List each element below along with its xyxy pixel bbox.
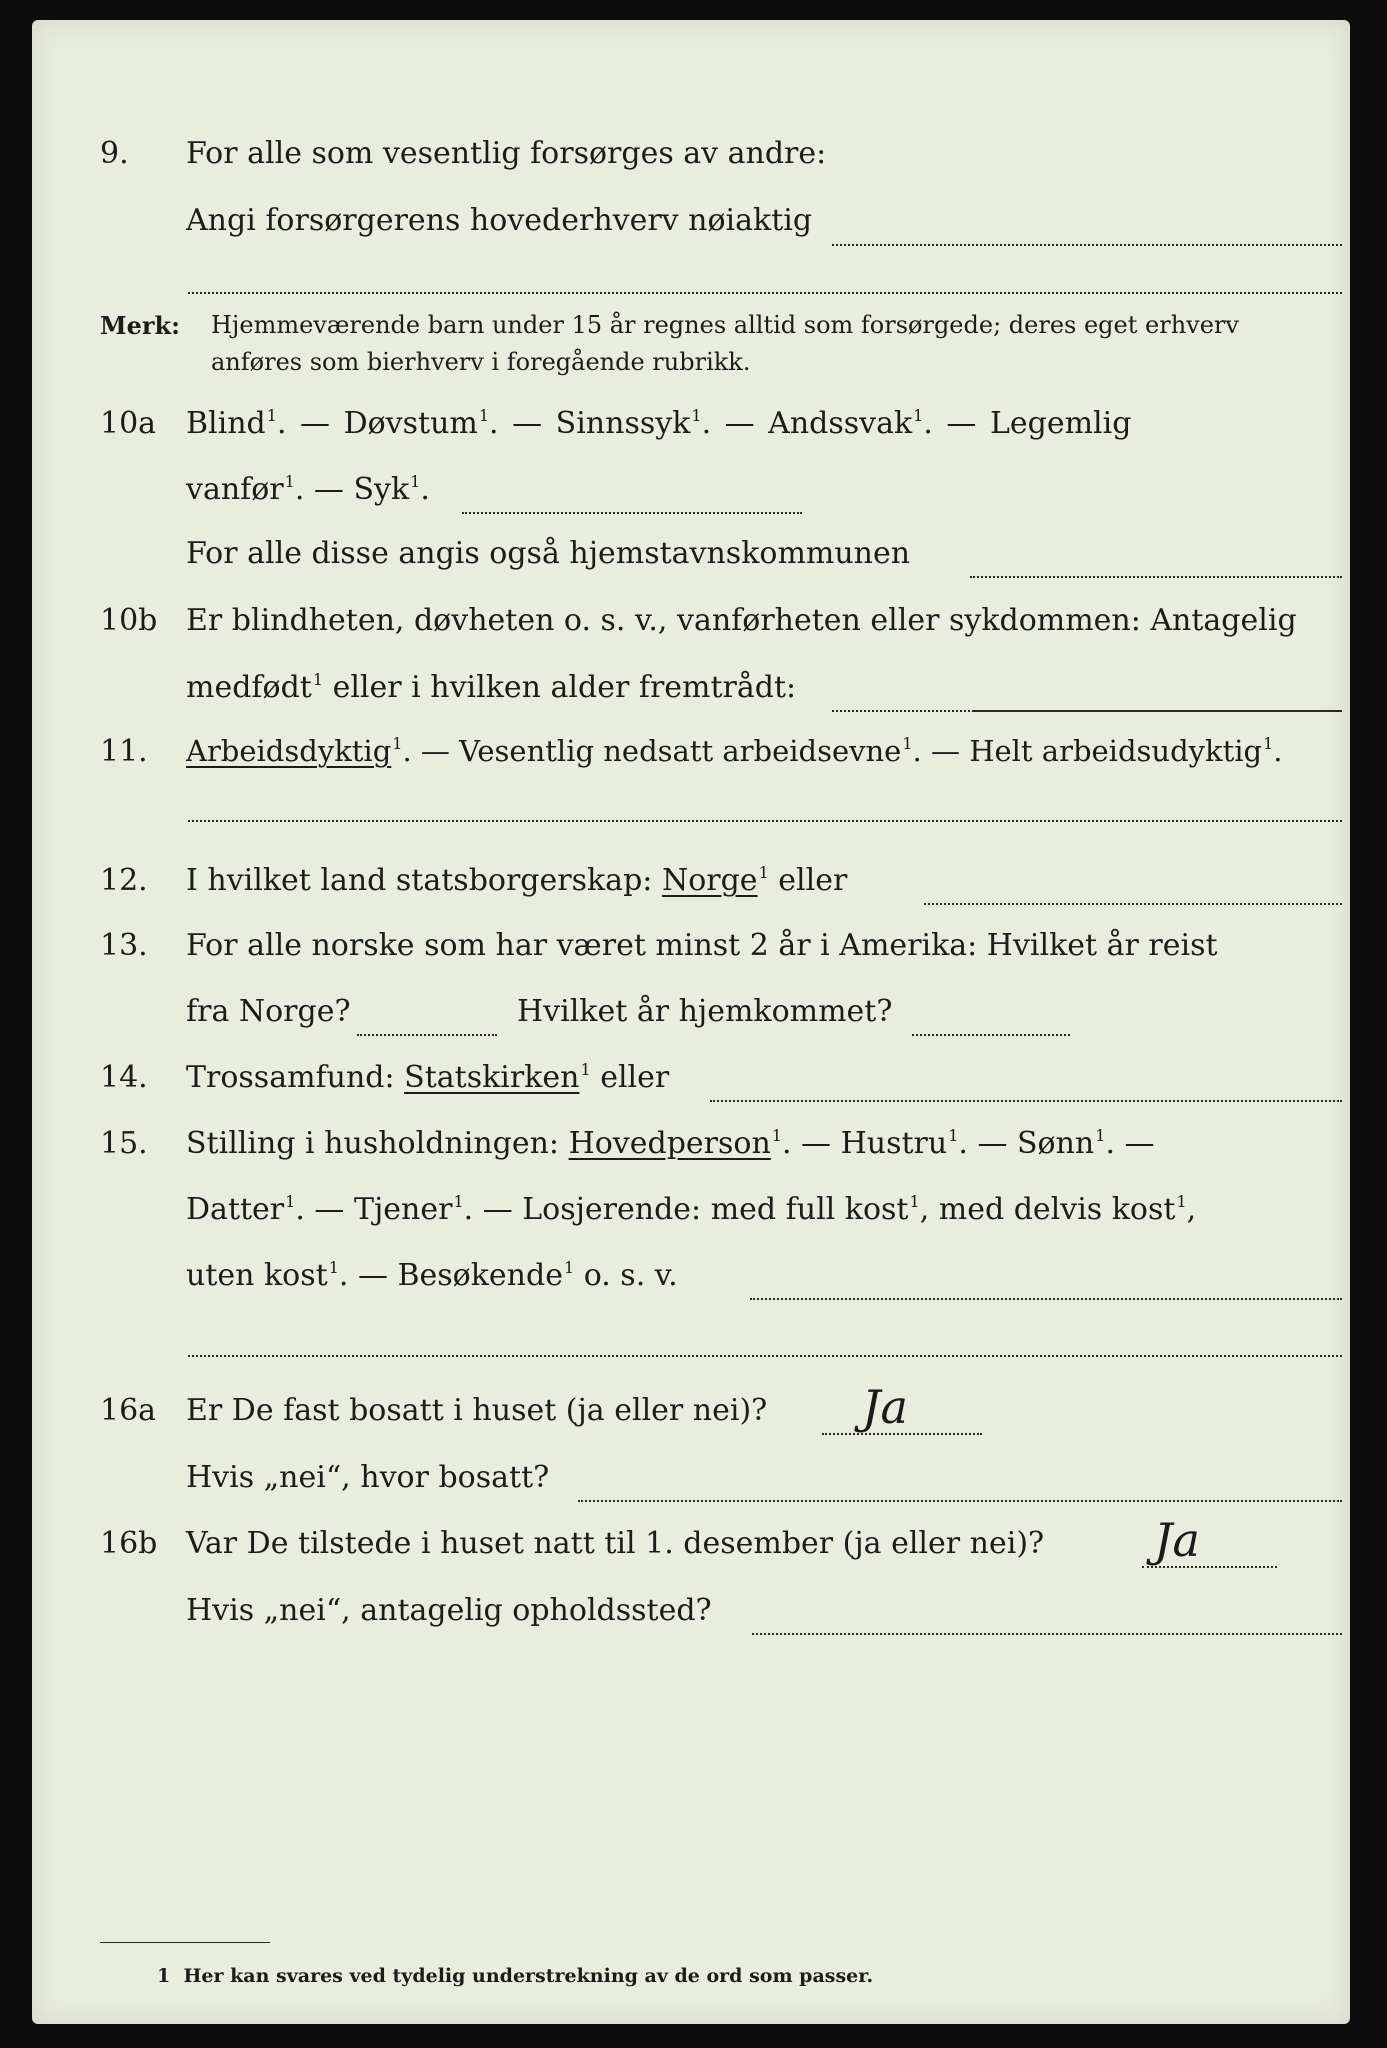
question-10b-line-1 bbox=[32, 603, 1350, 653]
question-text: Datter$^1$. — Tjener$^1$. — Losjerende: med full kost$^1$, med delvis kost$^1$, bbox=[186, 1192, 1197, 1227]
answer-line[interactable] bbox=[357, 1034, 497, 1036]
question-text: Blind$^1$. — Døvstum$^1$. — Sinnssyk$^1$. — Andssvak$^1$. — Legemlig bbox=[186, 406, 1132, 441]
selected-answer: Norge bbox=[661, 863, 758, 898]
answer-line[interactable] bbox=[832, 710, 970, 712]
question-text: Trossamfund: Statskirken$^1$ eller bbox=[186, 1060, 670, 1095]
footnote-mark: 1 bbox=[157, 1965, 171, 1987]
question-text: fra Norge? bbox=[186, 994, 351, 1029]
question-11 bbox=[32, 734, 1350, 784]
answer-line[interactable] bbox=[188, 1355, 1342, 1357]
handwritten-answer: Ja bbox=[1154, 1513, 1200, 1567]
answer-line[interactable] bbox=[972, 710, 1342, 712]
question-text: Hvilket år hjemkommet? bbox=[517, 994, 893, 1029]
question-text: uten kost$^1$. — Besøkende$^1$ o. s. v. bbox=[186, 1258, 678, 1293]
question-16b-line-2 bbox=[32, 1593, 1350, 1643]
handwritten-answer: Ja bbox=[862, 1380, 908, 1434]
selected-answer: Hovedperson bbox=[568, 1126, 771, 1161]
question-10b-line-2 bbox=[32, 670, 1350, 720]
answer-line[interactable] bbox=[750, 1298, 1342, 1300]
question-text: Arbeidsdyktig$^1$. — Vesentlig nedsatt arbeidsevne$^1$. — Helt arbeidsudyktig$^1$. bbox=[186, 734, 1283, 768]
question-13-line-1 bbox=[32, 928, 1350, 978]
answer-line[interactable] bbox=[912, 1034, 1070, 1036]
question-14 bbox=[32, 1060, 1350, 1110]
answer-line[interactable] bbox=[1142, 1566, 1277, 1568]
question-15-line-2 bbox=[32, 1192, 1350, 1242]
footnote-rule bbox=[100, 1942, 270, 1943]
note-label: Merk: bbox=[100, 311, 180, 340]
question-number: 13. bbox=[100, 928, 148, 963]
question-text: Var De tilstede i huset natt til 1. desember (ja eller nei)? bbox=[186, 1526, 1045, 1561]
answer-line[interactable] bbox=[578, 1500, 1342, 1502]
question-number: 15. bbox=[100, 1126, 148, 1161]
question-text: Hvis „nei“, hvor bosatt? bbox=[186, 1460, 550, 1495]
question-10a-line-2 bbox=[32, 472, 1350, 522]
question-text: Stilling i husholdningen: Hovedperson$^1$. — Hustru$^1$. — Sønn$^1$. — bbox=[186, 1126, 1155, 1161]
question-number: 10a bbox=[100, 406, 157, 441]
answer-line[interactable] bbox=[188, 292, 1342, 294]
question-number: 12. bbox=[100, 863, 148, 898]
selected-answer: Arbeidsdyktig bbox=[186, 734, 392, 768]
question-number: 10b bbox=[100, 603, 158, 638]
question-text: Er De fast bosatt i huset (ja eller nei)? bbox=[186, 1393, 768, 1428]
question-16b-line-1 bbox=[32, 1526, 1350, 1576]
question-text: For alle norske som har været minst 2 år i Amerika: Hvilket år reist bbox=[186, 928, 1218, 963]
question-text: For alle som vesentlig forsørges av andre: bbox=[186, 136, 827, 171]
question-number: 14. bbox=[100, 1060, 148, 1095]
question-16a-line-2 bbox=[32, 1460, 1350, 1510]
footnote-text: Her kan svares ved tydelig understrekning av de ord som passer. bbox=[183, 1965, 874, 1987]
census-form-page bbox=[32, 20, 1350, 2024]
answer-line[interactable] bbox=[710, 1100, 1342, 1102]
note-text: Hjemmeværende barn under 15 år regnes alltid som forsørgede; deres eget erhverv bbox=[211, 311, 1239, 339]
question-15-line-3 bbox=[32, 1258, 1350, 1308]
question-text: For alle disse angis også hjemstavnskommunen bbox=[186, 536, 911, 571]
question-9-line-1 bbox=[32, 136, 1350, 186]
question-number: 11. bbox=[100, 734, 148, 769]
question-10a-line-1 bbox=[32, 406, 1350, 456]
footnote bbox=[157, 1965, 873, 1987]
question-number: 16b bbox=[100, 1526, 158, 1561]
note-text: anføres som bierhverv i foregående rubrikk. bbox=[211, 348, 751, 376]
selected-answer: Statskirken bbox=[404, 1060, 580, 1095]
answer-line[interactable] bbox=[924, 903, 1342, 905]
answer-line[interactable] bbox=[188, 820, 1342, 822]
answer-line[interactable] bbox=[462, 512, 802, 514]
question-16a-line-1 bbox=[32, 1393, 1350, 1443]
question-text: medfødt$^1$ eller i hvilken alder fremtrådt: bbox=[186, 670, 797, 705]
question-text: Hvis „nei“, antagelig opholdssted? bbox=[186, 1593, 712, 1628]
answer-line[interactable] bbox=[832, 244, 1342, 246]
question-text: I hvilket land statsborgerskap: Norge$^1$ eller bbox=[186, 863, 848, 898]
answer-line[interactable] bbox=[822, 1433, 982, 1435]
question-10a-line-3 bbox=[32, 536, 1350, 586]
answer-line[interactable] bbox=[970, 576, 1342, 578]
question-text: Angi forsørgerens hovederhverv nøiaktig bbox=[186, 203, 813, 238]
answer-line[interactable] bbox=[752, 1633, 1342, 1635]
question-text: vanfør$^1$. — Syk$^1$. bbox=[186, 472, 430, 507]
question-number: 9. bbox=[100, 136, 129, 171]
question-12 bbox=[32, 863, 1350, 913]
question-13-line-2 bbox=[32, 994, 1350, 1044]
question-number: 16a bbox=[100, 1393, 157, 1428]
question-15-line-1 bbox=[32, 1126, 1350, 1176]
question-text: Er blindheten, døvheten o. s. v., vanførheten eller sykdommen: Antagelig bbox=[186, 603, 1297, 638]
